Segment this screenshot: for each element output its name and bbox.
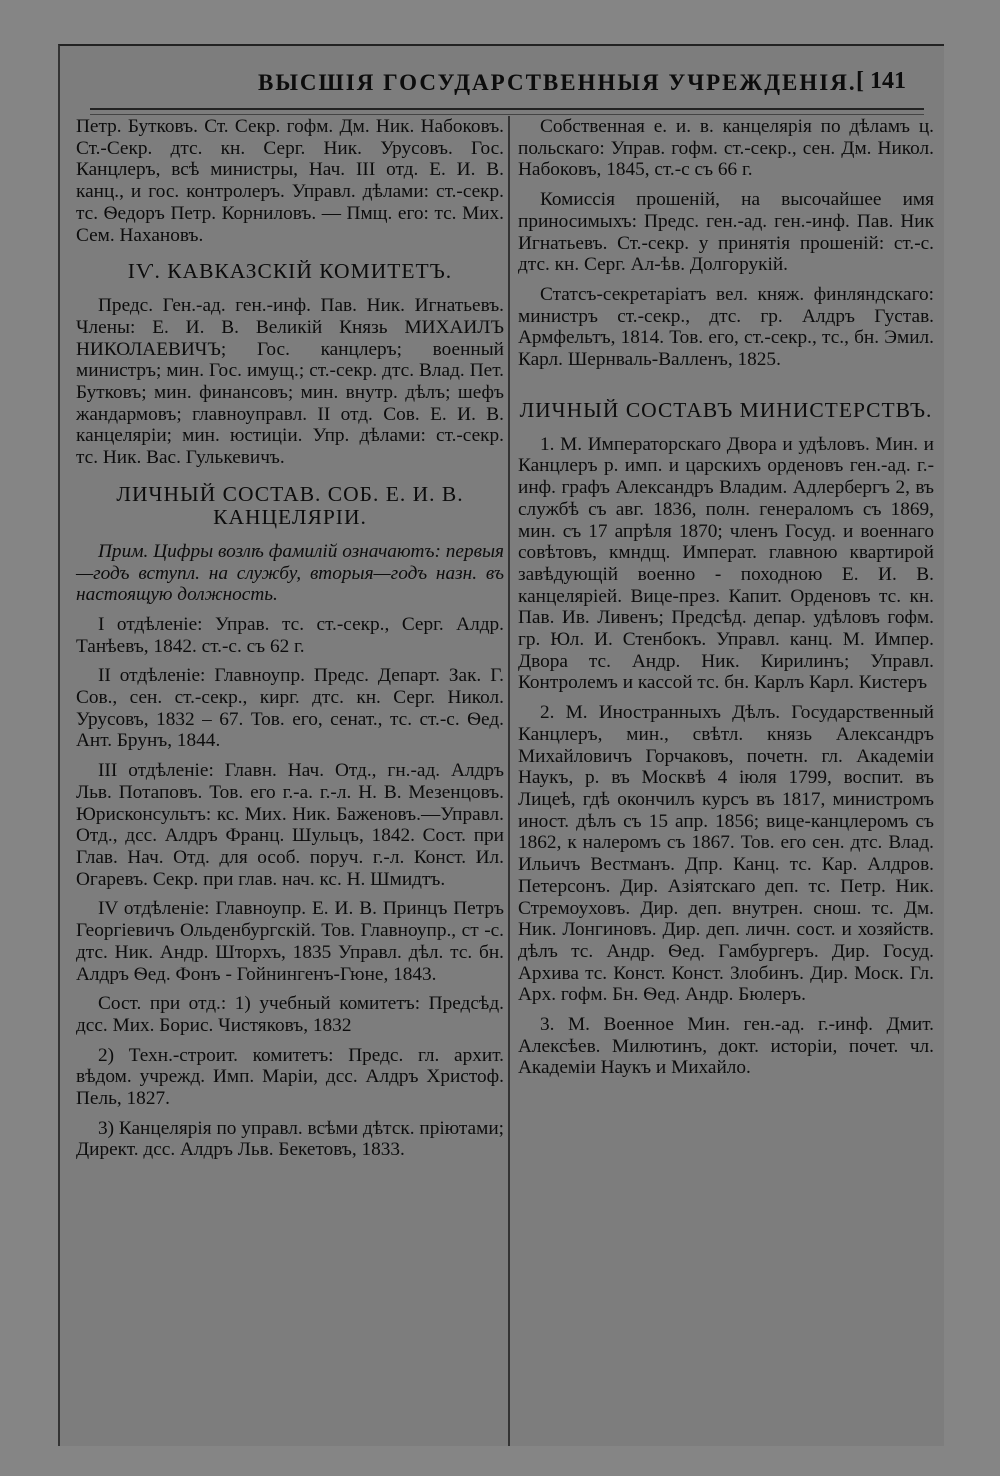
running-title: ВЫСШІЯ ГОСУДАРСТВЕННЫЯ УЧРЕЖДЕНІЯ. <box>258 70 857 95</box>
page-header <box>60 68 944 104</box>
section-heading-personal: ЛИЧНЫЙ СОСТАВ. СОБ. Е. И. В. КАНЦЕЛЯРІИ. <box>116 481 464 529</box>
section-heading-ministries: ЛИЧНЫЙ СОСТАВЪ МИНИСТЕРСТВЪ. <box>519 397 933 422</box>
header-rule <box>90 108 924 115</box>
paragraph-finland: Статсъ-секретаріатъ вел. княж. финляндскаго: министръ ст.-секр., дтс. гр. Алдръ Густав. Армфельтъ, 1814. Тов. его, ст.-секр., тс., бн. Эмил. Карл. Шернваль-Валленъ, 1825. <box>518 283 934 371</box>
paragraph-ministry-2: 2. М. Иностранныхъ Дѣлъ. Государственный Канцлеръ, мин., свѣтл. князь Александръ Михайловичъ Горчаковъ, почетн. гл. Академіи Наукъ, р. въ Москвѣ 4 іюля 1799, воспит. въ Лицеѣ, гдѣ окончилъ курсъ въ 1817, министромъ иност. дѣлъ съ 15 апр. 1856; вице-канцлеромъ съ 1862, к налеромъ съ 1867. Тов. его сен. дтс. Влад. Ильичъ Вестманъ. Дпр. Канц. тс. Кар. Алдров. Петерсонъ. Дир. Азіятскаго деп. тс. Петр. Ник. Стремоуховъ. Дир. деп. внутрен. снош. тс. Дм. Ник. Лонгиновъ. Дир. деп. личн. сост. и хозяйств. дѣлъ тс. Андр. Ѳед. Гамбургеръ. Дир. Госуд. Архива тс. Конст. Конст. Злобинъ. Дир. Моск. Гл. Арх. гофм. Бн. Ѳед. Андр. Бюлеръ. <box>518 702 934 1006</box>
paragraph-tech: 2) Техн.-строит. комитетъ: Предс. гл. архит. вѣдом. учрежд. Имп. Маріи, дсс. Алдръ Христоф. Пель, 1827. <box>76 1044 504 1110</box>
paragraph-caucasus: Предс. Ген.-ад. ген.-инф. Пав. Ник. Игнатьевъ. Члены: Е. И. В. Великій Князь МИХАИЛЪ НИКОЛАЕВИЧЪ; Гос. канцлеръ; военный министръ; мин. Гос. имущ.; ст.-секр. дтс. Влад. Пет. Бутковъ; мин. финансовъ; мин. внутр. дѣлъ; шефъ жандармовъ; главноуправл. II отд. Сов. Е. И. В. канцеляріи; мин. юстиціи. Упр. дѣлами: ст.-секр. тс. Ник. Вас. Гулькевичъ. <box>76 295 504 469</box>
paragraph-intro: Петр. Бутковъ. Ст. Секр. гофм. Дм. Ник. Набоковъ. Ст.-Секр. дтс. кн. Серг. Ник. Урусовъ. Гос. Канцлеръ, всѣ министры, Нач. III отд. Е. И. В. канц., и гос. контролеръ. Управл. дѣлами: ст.-секр. тс. Ѳедоръ Петр. Корниловъ. — Пмщ. его: тс. Мих. Сем. Нахановъ. <box>76 116 504 246</box>
right-column <box>518 116 934 1087</box>
left-column <box>76 116 504 1169</box>
paragraph-sost: Сост. при отд.: 1) учебный комитетъ: Предсѣд. дсс. Мих. Борис. Чистяковъ, 1832 <box>76 993 504 1036</box>
paragraph-note: Прим. Цифры возлѣ фамилій означаютъ: первыя—годъ вступл. на службу, вторыя—годъ назн. въ настоящую должность. <box>76 540 504 606</box>
book-page <box>58 44 944 1446</box>
paragraph-chancery: 3) Канцелярія по управл. всѣми дѣтск. пріютами; Директ. дсс. Алдръ Льв. Бекетовъ, 1833. <box>76 1117 504 1161</box>
paragraph-own-chancery: Собственная е. и. в. канцелярія по дѣламъ ц. польскаго: Управ. гофм. ст.-секр., сен. Дм. Никол. Набоковъ, 1845, ст.-с съ 66 г. <box>518 116 934 181</box>
paragraph-dept-3: III отдѣленіе: Главн. Нач. Отд., гн.-ад. Алдръ Льв. Потаповъ. Тов. его г.-а. г.-л. Н. В. Мезенцовъ. Юрисконсультъ: кс. Мих. Ник. Баженовъ.—Управл. Отд., дсс. Алдръ Франц. Шульцъ, 1842. Сост. при Глав. Нач. Отд. для особ. поруч. г.-л. Конст. Ил. Огаревъ. Секр. при глав. нач. кс. Н. Шмидтъ. <box>76 760 504 890</box>
paragraph-petitions: Комиссія прошеній, на высочайшее имя приносимыхъ: Предс. ген.-ад. ген.-инф. Пав. Ник Игнатьевъ. Ст.-секр. у принятія прошеній: ст.-с. дтс. кн. Серг. Ал-ѣв. Долгорукій. <box>518 189 934 276</box>
paragraph-ministry-1: 1. М. Императорскаго Двора и удѣловъ. Мин. и Канцлеръ р. имп. и царскихъ орденовъ ген.-ад. г.-инф. графъ Александръ Владим. Адлербергъ 2, въ службѣ съ авг. 1836, полн. генераломъ съ 1869, мин. съ 17 апрѣля 1870; членъ Госуд. и военнаго совѣтовъ, кмндщ. Императ. главною квартирой завѣдующій военно - походною Е. И. В. канцеляріей. Вице-през. Капит. Орденовъ тс. кн. Пав. Ив. Ливенъ; Предсѣд. депар. удѣловъ гофм. гр. Юл. И. Стенбокъ. Управл. канц. М. Импер. Двора тс. Андр. Ник. Кирилинъ; Управл. Контролемъ и кассой тс. бн. Карлъ Карл. Кистеръ <box>518 433 934 694</box>
paragraph-dept-2: II отдѣленіе: Главноупр. Предс. Департ. Зак. Г. Сов., сен. ст.-секр., кирг. дтс. кн. Серг. Никол. Урусовъ, 1832 – 67. Тов. его, сенат., тс. ст.-с. Ѳед. Ант. Брунъ, 1844. <box>76 665 504 752</box>
column-divider <box>508 116 510 1446</box>
paragraph-dept-1: I отдѣленіе: Управ. тс. ст.-секр., Серг. Алдр. Танѣевъ, 1842. ст.-с. съ 62 г. <box>76 613 504 657</box>
page-number: [ 141 <box>856 68 906 94</box>
paragraph-dept-4: IV отдѣленіе: Главноупр. Е. И. В. Принцъ Петръ Георгіевичъ Ольденбургскій. Тов. Главноупр., ст -с. дтс. Ник. Андр. Шторхъ, 1835 Управл. дѣл. тс. бн. Алдръ Ѳед. Фонъ - Гойнингенъ-Гюне, 1843. <box>76 898 504 985</box>
paragraph-ministry-3: 3. М. Военное Мин. ген.-ад. г.-инф. Дмит. Алексѣев. Милютинъ, докт. исторіи, почет. чл. Академіи Наукъ и Михайло. <box>518 1014 934 1079</box>
section-heading-caucasus: IѴ. КАВКАЗСКІЙ КОМИТЕТЪ. <box>127 259 453 284</box>
